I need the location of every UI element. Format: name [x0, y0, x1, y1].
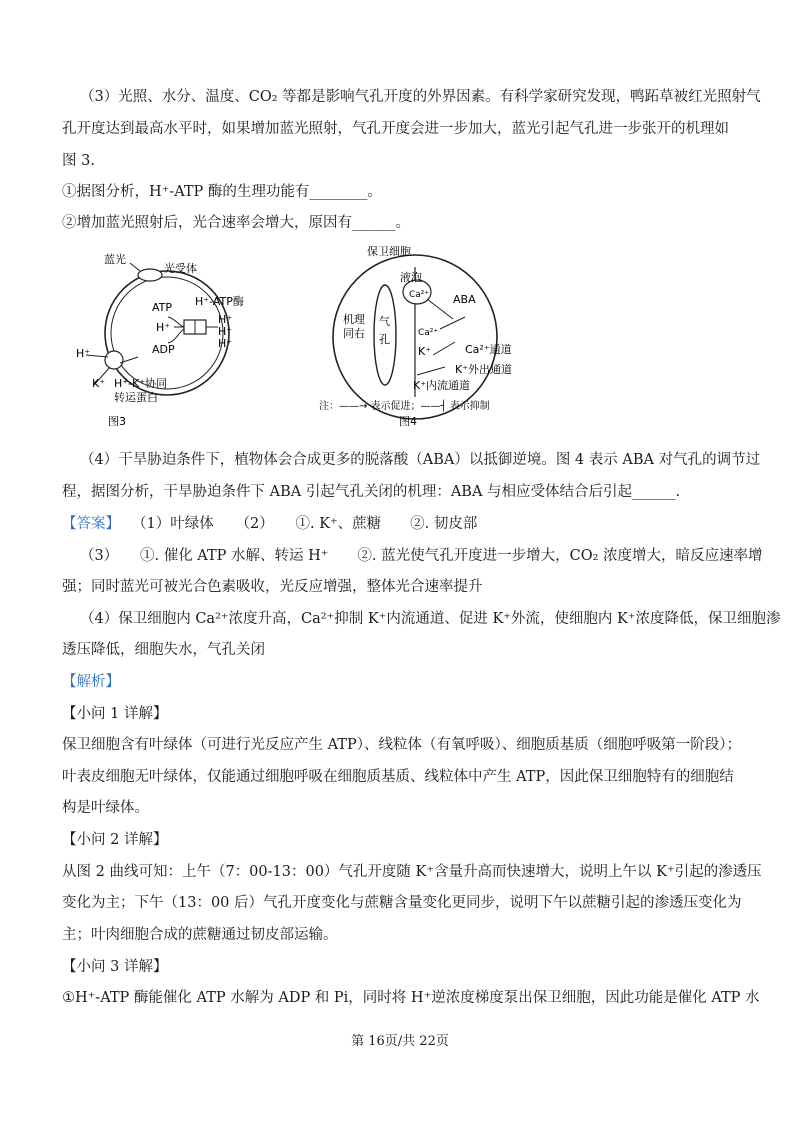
q4-line-2: 程，据图分析，干旱胁迫条件下 ABA 引起气孔关闭的机理：ABA 与相应受体结合后引起______. [62, 484, 681, 500]
fig4-label-stoma-1: 气 [379, 315, 390, 328]
fig3-label-h-atpase: H⁺-ATP酶 [195, 295, 244, 308]
fig3-label-cotransport-1: H⁺-K⁺协同 [114, 377, 168, 390]
sub1-line-1: 保卫细胞含有叶绿体（可进行光反应产生 ATP）、线粒体（有氧呼吸）、细胞质基质（细胞呼吸第一阶段）； [62, 737, 741, 753]
answer-line-5: 透压降低，细胞失水，气孔关闭 [62, 642, 265, 658]
figure-3-diagram [72, 245, 272, 435]
fig4-legend: 注：——→ 表示促进；——┤ 表示抑制 [319, 401, 490, 412]
sub1-line-3: 构是叶绿体。 [62, 800, 149, 816]
sub3-line-1: ①H⁺-ATP 酶能催化 ATP 水解为 ADP 和 Pi，同时将 H⁺逆浓度梯度泵出保卫细胞，因此功能是催化 ATP 水 [62, 990, 760, 1006]
fig3-label-adp: ADP [152, 343, 175, 356]
fig3-label-blue-light: 蓝光 [104, 253, 126, 266]
analysis-label: 【解析】 [62, 674, 120, 690]
fig4-label-stoma-2: 孔 [379, 333, 390, 346]
sub3-header: 【小问 3 详解】 [62, 959, 168, 975]
q3-intro-line-3: 图 3. [62, 153, 95, 169]
fig3-label-cotransport-2: 转运蛋白 [114, 391, 158, 404]
sub1-line-2: 叶表皮细胞无叶绿体，仅能通过细胞呼吸在细胞质基质、线粒体中产生 ATP，因此保卫细胞特有的细胞结 [62, 769, 734, 785]
fig4-label-ca-vacuole: Ca²⁺ [409, 290, 430, 300]
fig4-label-aba: ABA [453, 293, 476, 306]
q3-sub-question-2: ②增加蓝光照射后，光合速率会增大，原因有______。 [62, 215, 410, 231]
fig4-label-mechanism-2: 同右 [343, 327, 365, 340]
q3-intro-line-2: 孔开度达到最高水平时，如果增加蓝光照射，气孔开度会进一步加大，蓝光引起气孔进一步张开的机理如 [62, 121, 729, 137]
fig4-label-mechanism-1: 机理 [343, 313, 365, 326]
q3-sub-question-1: ①据图分析，H⁺-ATP 酶的生理功能有________。 [62, 184, 382, 200]
sub2-line-3: 主；叶肉细胞合成的蔗糖通过韧皮部运输。 [62, 927, 338, 943]
answer-line-4: （4）保卫细胞内 Ca²⁺浓度升高，Ca²⁺抑制 K⁺内流通道、促进 K⁺外流，使细胞内 K⁺浓度降低，保卫细胞渗 [80, 611, 781, 627]
page-footer: 第 16页/共 22页 [351, 1034, 449, 1049]
answer-line-1: （1）叶绿体 （2） ①. K⁺、蔗糖 ②. 韧皮部 [132, 516, 478, 532]
fig4-label-k-cyto: K⁺ [418, 345, 432, 358]
q4-line-1: （4）干旱胁迫条件下，植物体会合成更多的脱落酸（ABA）以抵御逆境。图 4 表示 ABA 对气孔的调节过 [80, 452, 761, 468]
answer-line-2: （3） ①. 催化 ATP 水解、转运 H⁺ ②. 蓝光使气孔开度进一步增大，CO₂ 浓度增大，暗反应速率增 [80, 548, 763, 564]
fig4-label-vacuole: 液泡 [400, 271, 422, 284]
fig3-label-h-out-3: H⁺ [218, 337, 233, 350]
fig3-label-h-out-2: H⁺ [218, 325, 233, 338]
fig3-caption: 图3 [108, 415, 126, 428]
fig3-label-atp: ATP [152, 301, 173, 314]
q3-intro-line-1: （3）光照、水分、温度、CO₂ 等都是影响气孔开度的外界因素。有科学家研究发现，鸭跖草被红光照射气 [80, 89, 761, 105]
fig3-label-k-left: K⁺ [92, 377, 106, 390]
fig4-label-guard-cell: 保卫细胞 [367, 245, 411, 258]
figure-4-diagram [305, 237, 545, 432]
sub2-line-1: 从图 2 曲线可知：上午（7：00-13：00）气孔开度随 K⁺含量升高而快速增大，说明上午以 K⁺引起的渗透压 [62, 864, 762, 880]
answer-label: 【答案】 [62, 516, 120, 532]
fig3-label-h-in: H⁺ [156, 321, 171, 334]
answer-line-3: 强；同时蓝光可被光合色素吸收，光反应增强，整体光合速率提升 [62, 579, 483, 595]
sub2-header: 【小问 2 详解】 [62, 832, 168, 848]
sub1-header: 【小问 1 详解】 [62, 706, 168, 722]
fig3-label-photoreceptor: 光受体 [164, 262, 197, 275]
fig3-label-h-left: H⁺ [76, 347, 91, 360]
fig4-label-ca-cyto: Ca²⁺ [418, 328, 439, 338]
fig4-caption: 图4 [399, 415, 417, 428]
fig4-label-k-in-channel: K⁺内流通道 [413, 379, 471, 392]
fig4-label-ca-channel: Ca²⁺通道 [465, 343, 512, 356]
fig3-label-h-out-1: H⁺ [218, 313, 233, 326]
sub2-line-2: 变化为主；下午（13：00 后）气孔开度变化与蔗糖含量变化更同步，说明下午以蔗糖引起的渗透压变化为 [62, 895, 742, 911]
fig4-label-k-out-channel: K⁺外出通道 [455, 363, 513, 376]
